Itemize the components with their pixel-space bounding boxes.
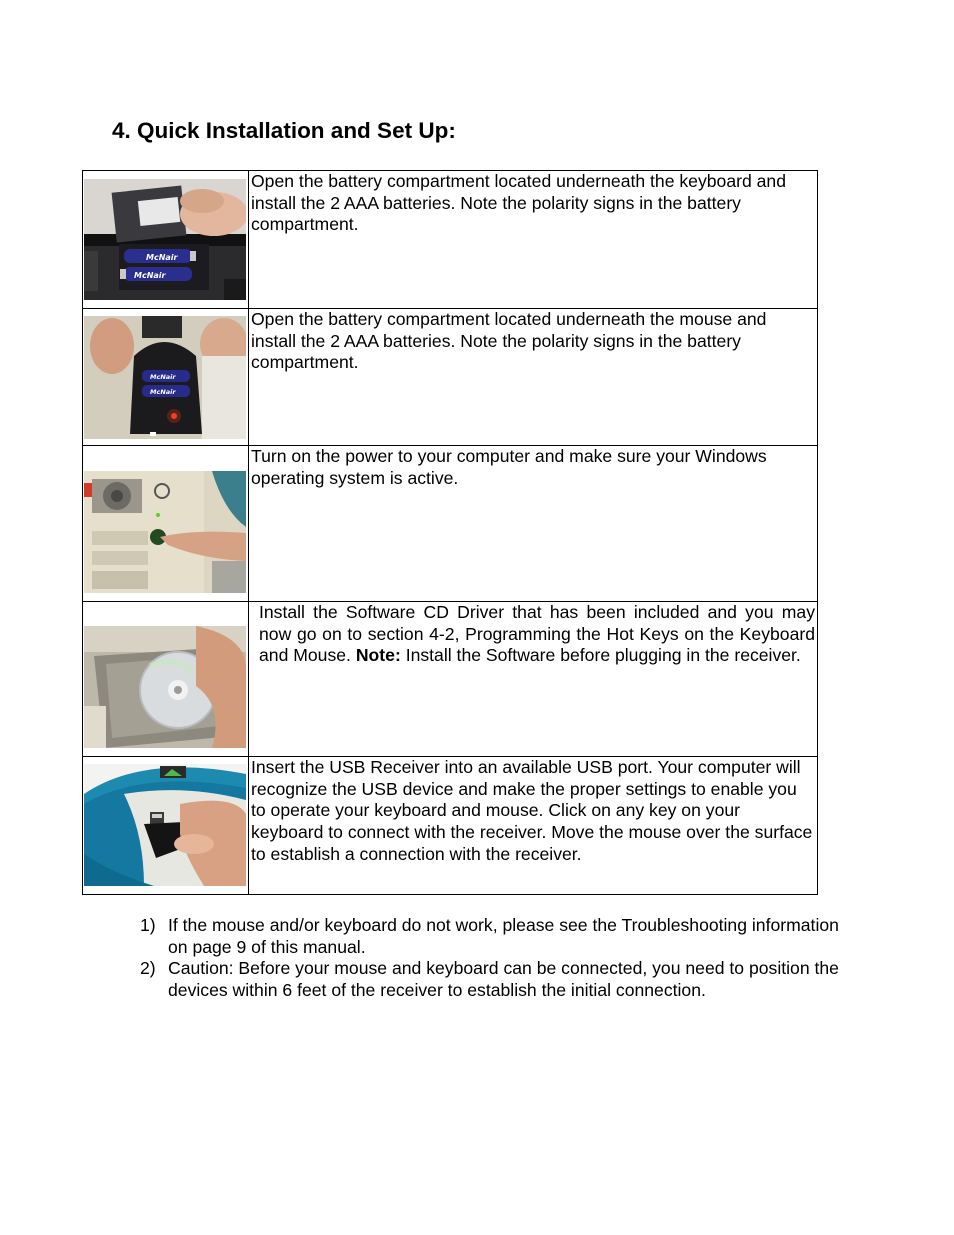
step-5-text: Insert the USB Receiver into an available USB port. Your computer will recognize the USB device and make the proper settings to enable you to operate your keyboard and mouse. Click on any key on your keyboard to connect with the receiver. Move the mouse over the surface to establish a connection with the receiver.: [249, 757, 818, 895]
note-item-2: [140, 958, 860, 1001]
note-text: If the mouse and/or keyboard do not work, please see the Troubleshooting information on page 9 of this manual.: [168, 915, 839, 957]
step-row-4: [83, 602, 818, 757]
step-2-photo-cell: [83, 309, 249, 446]
step-row-2: [83, 309, 818, 446]
step-3-photo-cell: [83, 446, 249, 602]
usb-receiver-photo: [84, 764, 246, 886]
note-number: 1): [140, 915, 156, 935]
battery-brand-label: McNair: [150, 388, 176, 396]
keyboard-battery-photo: [84, 179, 246, 300]
battery-brand-label: McNair: [146, 253, 178, 262]
page-heading: 4. Quick Installation and Set Up:: [112, 118, 456, 143]
notes-list: [140, 915, 860, 1001]
battery-brand-label: McNair: [150, 373, 176, 381]
step-4-text-note: Install the Software before plugging in the receiver.: [405, 645, 801, 666]
step-3-text: Turn on the power to your computer and make sure your Windows operating system is active.: [249, 446, 818, 602]
computer-power-photo: [84, 471, 246, 593]
step-row-1: [83, 171, 818, 309]
note-number: 2): [140, 958, 156, 978]
installation-steps-table: [82, 170, 818, 895]
step-4-photo-cell: [83, 602, 249, 757]
cd-install-photo: [84, 626, 246, 748]
step-row-5: [83, 757, 818, 895]
note-text: Caution: Before your mouse and keyboard can be connected, you need to position the devices within 6 feet of the receiver to establish the initial connection.: [168, 958, 839, 1000]
battery-brand-label: McNair: [134, 271, 166, 280]
step-5-photo-cell: [83, 757, 249, 895]
step-2-text: Open the battery compartment located underneath the mouse and install the 2 AAA batteries. Note the polarity signs in the battery compartment.: [249, 309, 818, 446]
note-item-1: [140, 915, 860, 958]
step-4-text-main: Install the Software CD Driver that has been included and you may now go on to section 4-2, Programming the Hot Keys on the Keyboard and Mouse.: [259, 602, 815, 666]
mouse-battery-photo: [84, 316, 246, 439]
step-4-note-label: Note:: [355, 645, 401, 666]
step-1-photo-cell: [83, 171, 249, 309]
step-4-text: [249, 602, 818, 757]
step-row-3: [83, 446, 818, 602]
step-1-text: Open the battery compartment located underneath the keyboard and install the 2 AAA batteries. Note the polarity signs in the battery compartment.: [249, 171, 818, 309]
